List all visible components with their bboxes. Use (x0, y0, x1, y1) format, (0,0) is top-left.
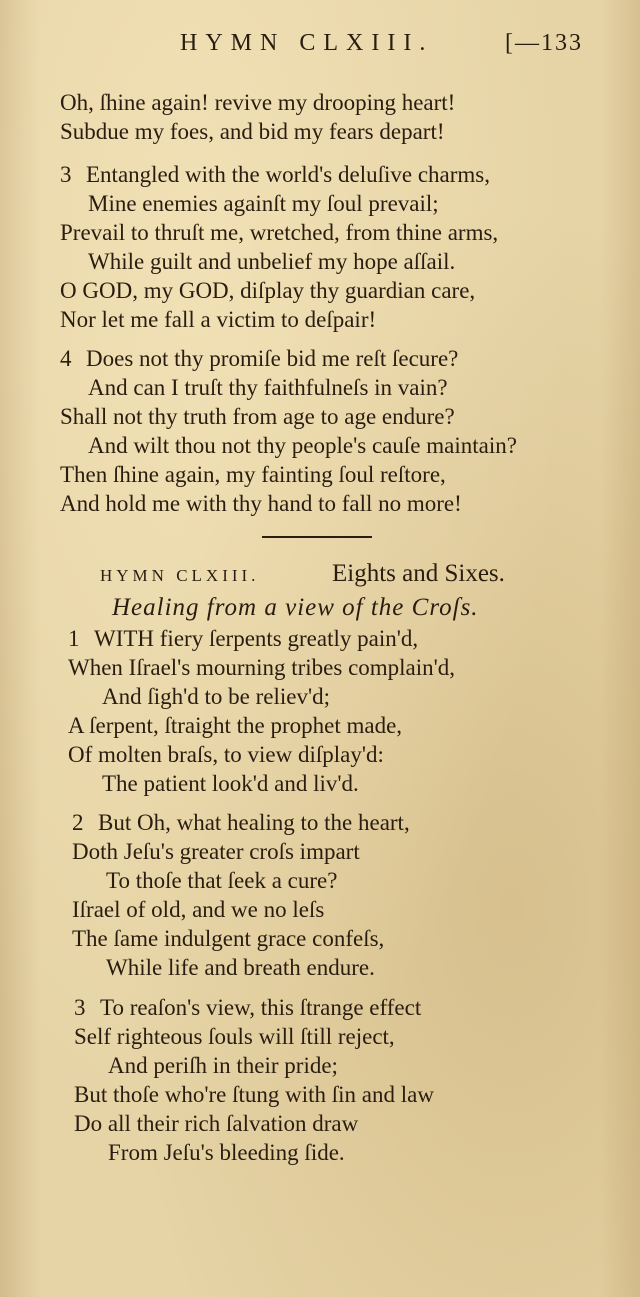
verse-line: Doth Jeſu's greater croſs impart (72, 839, 360, 864)
verse-line: But thoſe who're ſtung with ſin and law (74, 1082, 434, 1107)
verse-line: Then ſhine again, my fainting ſoul reſtore, (60, 462, 446, 487)
verse-line: Of molten braſs, to view diſplay'd: (68, 742, 384, 767)
stanza-number: 2 (72, 810, 84, 835)
verse-line: And can I truſt thy faithfulneſs in vain? (88, 375, 448, 400)
verse-line: Do all their rich ſalvation draw (74, 1111, 359, 1136)
prev-hymn-opening (60, 88, 620, 146)
hymn-subtitle: Healing from a view of the Croſs. (112, 594, 479, 621)
verse-line: Iſrael of old, and we no leſs (72, 897, 325, 922)
stanza-number: 1 (68, 626, 80, 651)
verse-line: Shall not thy truth from age to age endure? (60, 404, 455, 429)
verse-line: Oh, ſhine again! revive my drooping heart! (60, 90, 456, 115)
verse-line: The patient look'd and liv'd. (102, 771, 359, 796)
verse-line: From Jeſu's bleeding ſide. (108, 1140, 345, 1165)
verse-line: WITH fiery ſerpents greatly pain'd, (94, 626, 419, 651)
hymn-heading (100, 560, 600, 592)
verse-line: And periſh in their pride; (108, 1053, 338, 1078)
page-number: [—133 (505, 30, 583, 56)
verse-line: When Iſrael's mourning tribes complain'd, (68, 655, 456, 680)
verse-line: A ſerpent, ſtraight the prophet made, (68, 713, 403, 738)
stanza-number: 4 (60, 346, 72, 371)
verse-line: But Oh, what healing to the heart, (98, 810, 410, 835)
hymn-stanza-2 (72, 808, 632, 982)
verse-line: To thoſe that ſeek a cure? (106, 868, 338, 893)
verse-line: Self righteous ſouls will ſtill reject, (74, 1024, 395, 1049)
hymn-number: HYMN CLXIII. (100, 566, 260, 585)
prev-hymn-stanza-3 (60, 160, 620, 334)
verse-line: Mine enemies againſt my ſoul prevail; (88, 191, 439, 216)
stanza-number: 3 (74, 995, 86, 1020)
verse-line: While guilt and unbelief my hope aſſail. (88, 249, 456, 274)
hymn-stanza-1 (68, 624, 628, 798)
verse-line: O GOD, my GOD, diſplay thy guardian care, (60, 278, 476, 303)
verse-line: And ſigh'd to be reliev'd; (102, 684, 331, 709)
stanza-number: 3 (60, 162, 72, 187)
prev-hymn-stanza-4 (60, 344, 620, 518)
section-divider (262, 536, 372, 538)
verse-line: To reaſon's view, this ſtrange effect (100, 995, 422, 1020)
verse-line: And wilt thou not thy people's cauſe maintain? (88, 433, 517, 458)
verse-line: Entangled with the world's deluſive charms, (86, 162, 490, 187)
hymn-meter: Eights and Sixes. (332, 560, 505, 587)
hymn-stanza-3 (74, 993, 634, 1167)
verse-line: While life and breath endure. (106, 955, 375, 980)
verse-line: The ſame indulgent grace confeſs, (72, 926, 385, 951)
verse-line: Subdue my foes, and bid my fears depart! (60, 119, 445, 144)
verse-line: Does not thy promiſe bid me reſt ſecure? (86, 346, 459, 371)
page-header (0, 30, 640, 70)
verse-line: And hold me with thy hand to fall no more! (60, 491, 462, 516)
verse-line: Nor let me fall a victim to deſpair! (60, 307, 377, 332)
running-title: HYMN CLXIII. (180, 30, 434, 56)
verse-line: Prevail to thruſt me, wretched, from thine arms, (60, 220, 499, 245)
